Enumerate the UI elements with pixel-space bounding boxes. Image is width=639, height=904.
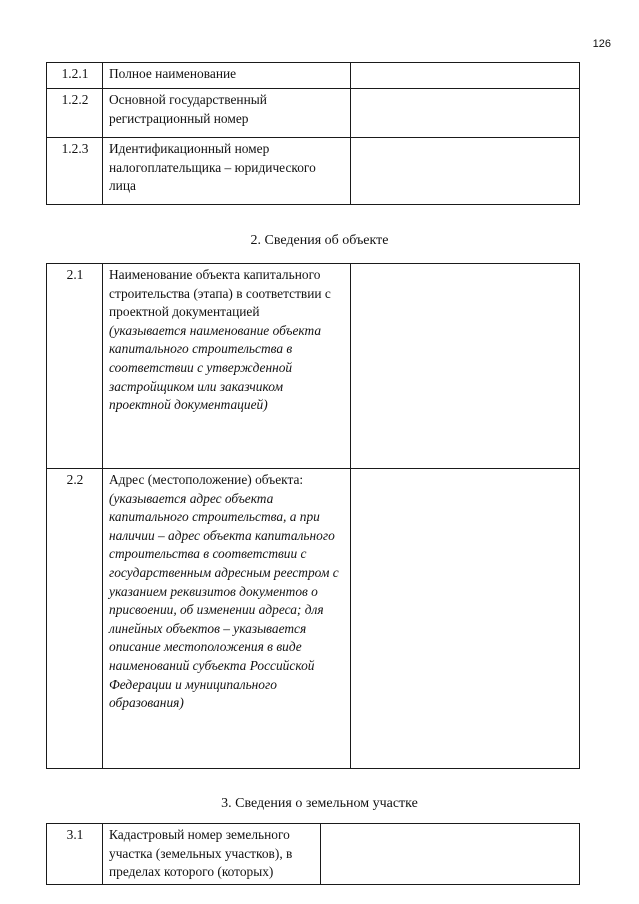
table-row bbox=[47, 138, 580, 205]
row-number: 2.1 bbox=[47, 264, 103, 469]
row-number: 3.1 bbox=[47, 824, 103, 885]
value-cell[interactable] bbox=[351, 63, 580, 89]
row-description bbox=[103, 264, 351, 469]
section-heading: 3. Сведения о земельном участке bbox=[221, 796, 418, 811]
table-row bbox=[47, 63, 580, 89]
object-info-table bbox=[46, 263, 580, 769]
row-label: Кадастровый номер земельного участка (земельных участков), в пределах которого (которых) bbox=[103, 824, 321, 885]
table-row bbox=[47, 469, 580, 769]
row-hint: (указывается адрес объекта капитального строительства, а при наличии – адрес объекта капитального строительства в соответствии с государственным адресным реестром с указанием реквизитов документов о присвоении, об изменении адреса; для линейных объектов – указывается описание местоположения в виде наименований субъекта Российской Федерации и муниципального образования) bbox=[109, 490, 339, 711]
table-row bbox=[47, 264, 580, 469]
row-label: Полное наименование bbox=[103, 63, 351, 89]
section-heading: 2. Сведения об объекте bbox=[250, 233, 389, 248]
value-cell[interactable] bbox=[351, 89, 580, 138]
value-cell[interactable] bbox=[321, 824, 580, 885]
row-description bbox=[103, 469, 351, 769]
table-row bbox=[47, 89, 580, 138]
row-label: Адрес (местоположение) объекта: bbox=[109, 472, 304, 487]
row-label: Основной государственный регистрационный номер bbox=[103, 89, 351, 138]
applicant-info-table bbox=[46, 62, 580, 205]
row-number: 1.2.2 bbox=[47, 89, 103, 138]
value-cell[interactable] bbox=[351, 469, 580, 769]
row-hint: (указывается наименование объекта капитального строительства в соответствии с утвержденной застройщиком или заказчиком проектной документацией) bbox=[109, 322, 322, 413]
row-number: 1.2.1 bbox=[47, 63, 103, 89]
table-row bbox=[47, 824, 580, 885]
page-number: 126 bbox=[592, 38, 611, 50]
value-cell[interactable] bbox=[351, 138, 580, 205]
row-label: Наименование объекта капитального строительства (этапа) в соответствии с проектной документацией bbox=[109, 267, 331, 320]
row-number: 2.2 bbox=[47, 469, 103, 769]
row-label: Идентификационный номер налогоплательщика – юридического лица bbox=[103, 138, 351, 205]
row-number: 1.2.3 bbox=[47, 138, 103, 205]
land-plot-table bbox=[46, 823, 580, 885]
value-cell[interactable] bbox=[351, 264, 580, 469]
